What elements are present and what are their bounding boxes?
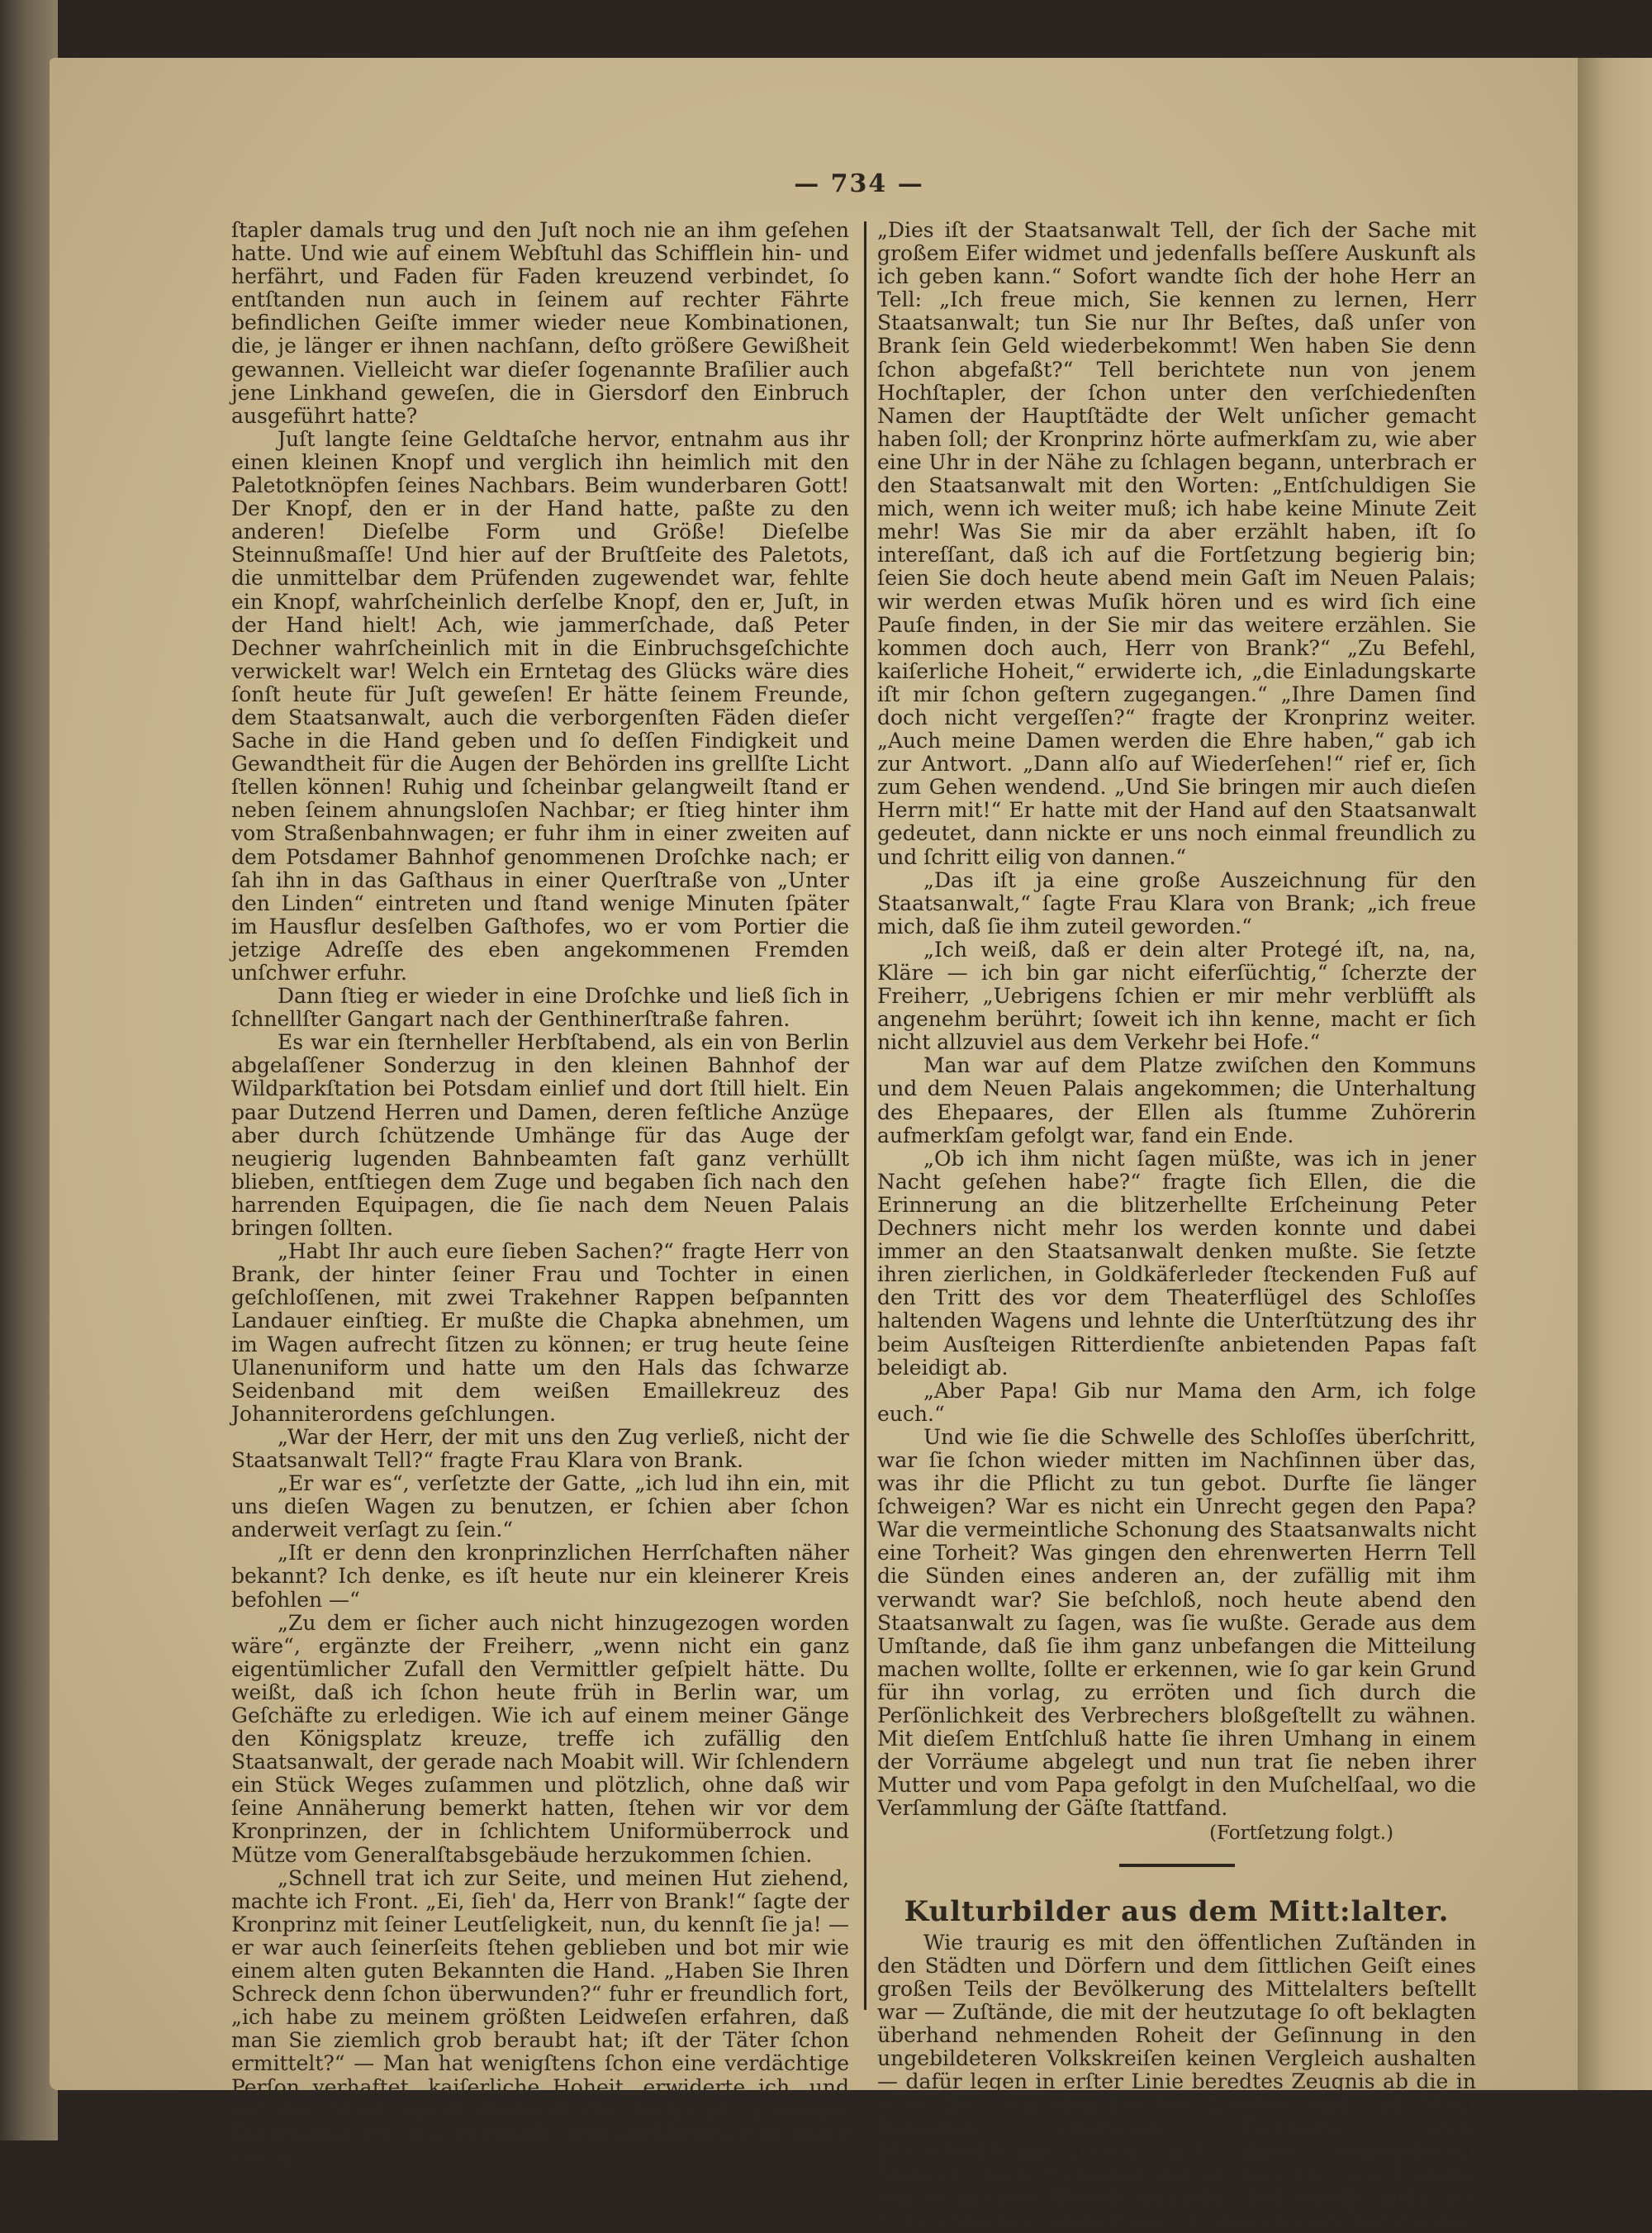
paragraph: „Ob ich ihm nicht ſagen müßte, was ich in jener Nacht geſehen habe?“ fragte ſich Ellen, die die Erinnerung an die blitzerhellte Erſcheinung Peter Dechners nicht mehr los werden konnte und dabei immer an den Staatsanwalt denken mußte. Sie ſetzte ihren zierlichen, in Goldkäferleder ſteckenden Fuß auf den Tritt des vor dem Theaterflügel des Schloſſes haltenden Wagens und lehnte die Unterſtützung des ihr beim Ausſteigen Ritterdienſte anbietenden Papas faſt beleidigt ab. — [877, 1146, 1476, 1380]
column-divider — [864, 221, 866, 2010]
right-column — [877, 218, 1476, 2233]
paragraph: „War der Herr, der mit uns den Zug verließ, nicht der Staatsanwalt Tell?“ fragte Frau Klara von Brank. — [231, 1424, 849, 1472]
article-text: Wie traurig es mit den öffentlichen Zuſtänden in den Städten und Dörfern und dem ſittlichen Geiſt eines großen Teils der Bevölkerung des Mittelalters beſtellt war — Zuſtände, die mit der heutzutage ſo oft beklagten überhand nehmenden Roheit der Geſinnung in den ungebildeteren Volkskreiſen keinen Vergleich aushalten — dafür legen in erſter Linie beredtes Zeugnis ab die in jener Zeit von den Fürſten, Landes- und ſtädtiſchen Behörden erlaſſenen — [877, 1930, 1476, 2140]
paragraph: „Schnell trat ich zur Seite, und meinen Hut ziehend, machte ich Front. „Ei, ſieh' da, Herr von Brank!“ ſagte der Kronprinz mit ſeiner Leutſeligkeit, nun, du kennſt ſie ja! — er war auch ſeinerſeits ſtehen geblieben und bot mir wie einem alten guten Bekannten die Hand. „Haben Sie Ihren Schreck denn ſchon überwunden?“ fuhr er freundlich fort, „ich habe zu meinem größten Leidweſen erfahren, daß man Sie ziemlich grob beraubt hat; iſt der Täter ſchon ermittelt?“ — Man hat wenigſtens ſchon eine verdächtige Perſon verhaftet, kaiſerliche Hoheit, erwiderte ich, und auf den Staatsanwalt deutend, der barhaupt in einiger Entfernung von uns ebenfalls ſtehengeblieben war, fügte hinzu: — [231, 1865, 849, 2169]
article-paragraph — [877, 1931, 1476, 2233]
paragraph: Es war ein ſternheller Herbſtabend, als ein von Berlin abgelaſſener Sonderzug in den kleinen Bahnhof der Wildparkſtation bei Potsdam einlief und dort ſtill hielt. Ein paar Dutzend Herren und Damen, deren feſtliche Anzüge aber durch ſchützende Umhänge für das Auge der neugierig lugenden Bahnbeamten faſt ganz verhüllt blieben, entſtiegen dem Zuge und begaben ſich nach den harrenden Equipagen, die ſie nach dem Neuen Palais bringen ſollten. — [231, 1030, 849, 1241]
paragraph: „Iſt er denn den kronprinzlichen Herrſchaften näher bekannt? Ich denke, es iſt heute nur ein kleinerer Kreis befohlen —“ — [231, 1541, 849, 1612]
paragraph: „Zu dem er ſicher auch nicht hinzugezogen worden wäre“, ergänzte der Freiherr, „wenn nicht ein ganz eigentümlicher Zufall den Vermittler geſpielt hätte. Du weißt, daß ich ſchon heute früh in Berlin war, um Geſchäfte zu erledigen. Wie ich auf einem meiner Gänge den Königsplatz kreuze, treffe ich zufällig den Staatsanwalt, der gerade nach Moabit will. Wir ſchlendern ein Stück Weges zuſammen und plötzlich, ohne daß wir ſeine Annäherung bemerkt hatten, ſtehen wir vor dem Kronprinzen, der in ſchlichtem Uniformüberrock und Mütze vom Generalſtabsgebäude herzukommen ſchien. — [231, 1610, 849, 1867]
paragraph: „Das iſt ja eine große Auszeichnung für den Staatsanwalt,“ ſagte Frau Klara von Brank; „ich freue mich, daß ſie ihm zuteil geworden.“ — [877, 867, 1476, 938]
left-column — [231, 218, 849, 2169]
article-headline: Kulturbilder aus dem Mitt:lalter. — [904, 1894, 1450, 1928]
article-text: mit ihren beigegebenen Motiven. Auch im Gebiet der — [877, 2139, 1476, 2187]
next-page-edge — [1578, 58, 1652, 2090]
paragraph: Dann ſtieg er wieder in eine Droſchke und ließ ſich in ſchnellſter Gangart nach der Genthinerſtraße fahren. — [231, 984, 849, 1032]
paragraph: Juſt langte ſeine Geldtaſche hervor, entnahm aus ihr einen kleinen Knopf und verglich ihn heimlich mit den Paletotknöpfen ſeines Nachbars. Beim wunderbaren Gott! Der Knopf, den er in der Hand hatte, paßte zu den anderen! Dieſelbe Form und Größe! Dieſelbe Steinnußmaſſe! Und hier auf der Bruſtſeite des Paletots, die unmittelbar dem Prüfenden zugewendet war, fehlte ein Knopf, wahrſcheinlich derſelbe Knopf, den er, Juſt, in der Hand hielt! Ach, wie jammerſchade, daß Peter Dechner wahrſcheinlich mit in die Einbruchsgeſchichte verwickelt war! Welch ein Erntetag des Glücks wäre dies ſonſt heute für Juſt geweſen! Er hätte ſeinem Freunde, dem Staatsanwalt, auch die verborgenſten Fäden dieſer Sache in die Hand geben und ſo deſſen Findigkeit und Gewandtheit für die Augen der Behörden ins grellſte Licht ſtellen können! Ruhig und ſcheinbar gelangweilt ſtand er neben ſeinem ahnungsloſen Nachbar; er ſtieg hinter ihm vom Straßenbahnwagen; er fuhr ihm in einer zweiten auf dem Potsdamer Bahnhof genommenen Droſchke nach; er ſah ihn in das Gaſthaus in einer Querſtraße von „Unter den Linden“ eintreten und ſtand wenige Minuten ſpäter im Hausflur desſelben Gaſthofes, wo er vom Portier die jetzige Adreſſe des eben angekommenen Fremden unſchwer erfuhr. — [231, 426, 849, 985]
paragraph: „Er war es“, verſetzte der Gatte, „ich lud ihn ein, mit uns dieſen Wagen zu benutzen, er ſchien aber ſchon anderweit verſagt zu ſein.“ — [231, 1471, 849, 1542]
paragraph: „Ich weiß, daß er dein alter Protegé iſt, na, na, Kläre — ich bin gar nicht eiferſüchtig,“ ſcherzte der Freiherr, „Uebrigens ſchien er mir mehr verblüfft als angenehm berührt; ſoweit ich ihn kenne, macht er ſich nicht allzuviel aus dem Verkehr bei Hofe.“ — [877, 937, 1476, 1055]
paragraph: „Aber Papa! Gib nur Mama den Arm, ich folge euch.“ — [877, 1378, 1476, 1426]
section-rule — [1119, 1864, 1235, 1867]
paragraph: „Dies iſt der Staatsanwalt Tell, der ſich der Sache mit großem Eifer widmet und jedenfalls beſſere Auskunft als ich geben kann.“ Sofort wandte ſich der hohe Herr an Tell: „Ich freue mich, Sie kennen zu lernen, Herr Staatsanwalt; tun Sie nur Ihr Beſtes, daß unſer von Brank ſein Geld wiederbekommt! Wen haben Sie denn ſchon abgefaßt?“ Tell berichtete nun von jenem Hochſtapler, der ſchon unter den verſchiedenſten Namen der Hauptſtädte der Welt unſicher gemacht haben ſoll; der Kronprinz hörte aufmerkſam zu, wie aber eine Uhr in der Nähe zu ſchlagen begann, unterbrach er den Staatsanwalt mit den Worten: „Entſchuldigen Sie mich, wenn ich weiter muß; ich habe keine Minute Zeit mehr! Was Sie mir da aber erzählt haben, iſt ſo intereſſant, daß ich auf die Fortſetzung begierig bin; ſeien Sie doch heute abend mein Gaſt im Neuen Palais; wir werden etwas Muſik hören und es wird ſich eine Pauſe finden, in der Sie mir das weitere erzählen. Sie kommen doch auch, Herr von Brank?“ „Zu Befehl, kaiſerliche Hoheit,“ erwiderte ich, „die Einladungskarte iſt mir ſchon geſtern zugegangen.“ „Ihre Damen ſind doch nicht vergeſſen?“ fragte der Kronprinz weiter. „Auch meine Damen werden die Ehre haben,“ gab ich zur Antwort. „Dann alſo auf Wiederſehen!“ rief er, ſich zum Gehen wendend. „Und Sie bringen mir auch dieſen Herrn mit!“ Er hatte mit der Hand auf den Staatsanwalt gedeutet, dann nickte er uns noch einmal freundlich zu und ſchritt eilig von dannen.“ — [877, 218, 1476, 869]
paragraph: ſtapler damals trug und den Juſt noch nie an ihm geſehen hatte. Und wie auf einem Webſtuhl das Schifflein hin- und herfährt, und Faden für Faden kreuzend verbindet, ſo entſtanden nun auch in ſeinem auf rechter Fährte befindlichen Geiſte immer wieder neue Kombinationen, die, je länger er ihnen nachſann, deſto größere Gewißheit gewannen. Vielleicht war dieſer ſogenannte Braſilier auch jene Linkhand geweſen, die in Giersdorf den Einbruch ausgeführt hatte? — [231, 218, 849, 428]
continuation-note: (Fortſetzung folgt.) — [1209, 1822, 1393, 1845]
article-text: war es in dieſer Beziehung recht übel beſtellt; nicht nur in den Städten, ſondern auch in den kleinen Dörfern war — [877, 2185, 1476, 2233]
paragraph: Und wie ſie die Schwelle des Schloſſes überſchritt, war ſie ſchon wieder mitten im Nachſinnen über das, was ihr die Pflicht zu tun gebot. Durfte ſie länger ſchweigen? War es nicht ein Unrecht gegen den Papa? War die vermeintliche Schonung des Staatsanwalts nicht eine Torheit? Was gingen den ehrenwerten Herrn Tell die Sünden eines anderen an, der zufällig mit ihm verwandt war? Sie beſchloß, noch heute abend den Staatsanwalt zu ſagen, was ſie wußte. Gerade aus dem Umſtande, daß ſie ihm ganz unbefangen die Mitteilung machen wollte, ſollte er erkennen, wie ſo gar kein Grund für ihn vorlag, zu erröten und ſich durch die Perſönlichkeit des Verbrechers bloßgeſtellt zu wähnen. Mit dieſem Entſchluß hatte ſie ihren Umhang in einem der Vorräume abgelegt und nun trat ſie neben ihrer Mutter und vom Papa gefolgt in den Muſchelſaal, wo die Verſammlung der Gäſte ſtattfand. — [877, 1424, 1476, 1821]
page-number: — 734 — — [794, 169, 924, 198]
paragraph: Man war auf dem Platze zwiſchen den Kommuns und dem Neuen Palais angekommen; die Unterhaltung des Ehepaares, der Ellen als ſtumme Zuhörerin aufmerkſam gefolgt war, fand ein Ende. — [877, 1053, 1476, 1147]
paragraph: „Habt Ihr auch eure ſieben Sachen?“ fragte Herr von Brank, der hinter ſeiner Frau und Tochter in einen geſchloſſenen, mit zwei Trakehner Rappen beſpannten Landauer einſtieg. Er mußte die Chapka abnehmen, um im Wagen aufrecht ſitzen zu können; er trug heute ſeine Ulanenuniform und hatte um den Hals das ſchwarze Seidenband mit dem weißen Emaillekreuz des Johanniterordens geſchlungen. — [231, 1239, 849, 1426]
article-text-spaced: althesſiſchen Lande — [1203, 2162, 1476, 2187]
article-text-spaced: Verbote und Strafbeſtimmungen — [877, 2116, 1476, 2164]
